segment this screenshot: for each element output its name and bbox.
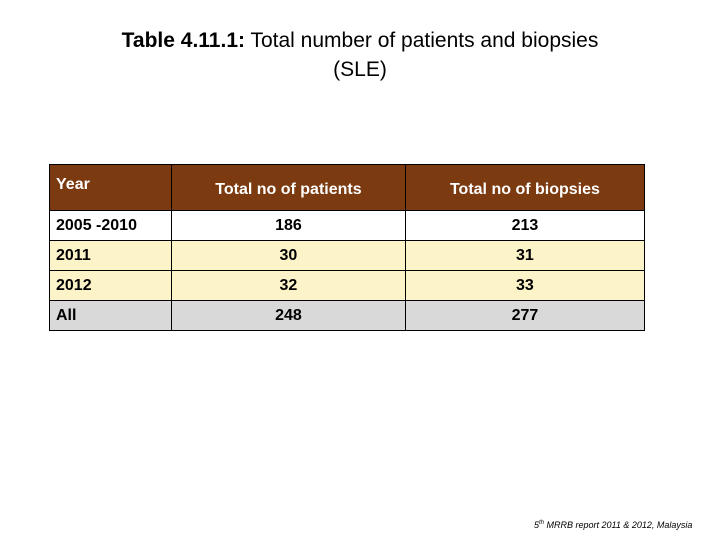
footer-source-note	[534, 519, 720, 531]
footer-edition: 5	[534, 520, 540, 530]
title-subtitle: (SLE)	[333, 58, 387, 81]
cell-biopsies: 213	[405, 211, 644, 241]
cell-biopsies: 31	[405, 241, 644, 271]
title-line-main	[40, 26, 680, 55]
cell-patients: 248	[172, 301, 406, 331]
table-row	[50, 271, 645, 301]
footer-text: MRRB report 2011 & 2012, Malaysia	[544, 520, 693, 530]
header-year: Year	[50, 165, 172, 211]
patients-biopsies-table	[49, 164, 645, 331]
table-row-total	[50, 301, 645, 331]
page-title	[40, 26, 680, 84]
cell-year: 2012	[50, 271, 172, 301]
cell-year: All	[50, 301, 172, 331]
table-row	[50, 211, 645, 241]
table-header-row	[50, 165, 645, 211]
cell-patients: 30	[172, 241, 406, 271]
cell-year: 2011	[50, 241, 172, 271]
cell-biopsies: 277	[405, 301, 644, 331]
table-number: Table 4.11.1:	[121, 29, 245, 52]
cell-patients: 186	[172, 211, 406, 241]
title-text: Total number of patients and biopsies	[250, 29, 599, 52]
header-total-biopsies: Total no of biopsies	[405, 165, 644, 211]
cell-biopsies: 33	[405, 271, 644, 301]
cell-patients: 32	[172, 271, 406, 301]
cell-year: 2005 -2010	[50, 211, 172, 241]
header-total-patients: Total no of patients	[172, 165, 406, 211]
footer-edition-suffix: th	[539, 520, 545, 526]
table-row	[50, 241, 645, 271]
